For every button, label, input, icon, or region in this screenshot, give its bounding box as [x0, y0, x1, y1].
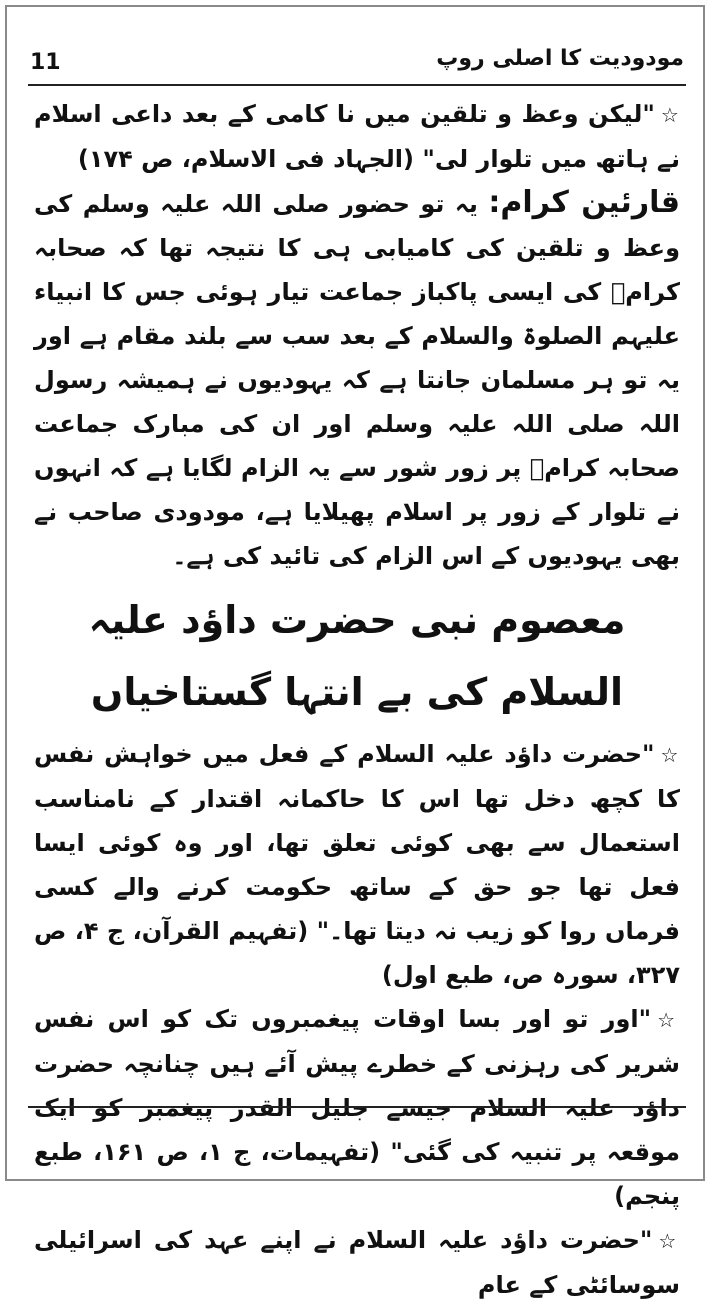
paragraph-quote-4: [34, 1218, 680, 1307]
paragraph-commentary: [34, 181, 680, 578]
star-bullet-icon: ☆: [660, 103, 680, 127]
page-header: [30, 40, 684, 76]
page-body: [34, 92, 680, 1307]
page-number: 11: [30, 50, 61, 75]
paragraph-quote-2: [34, 732, 680, 997]
paragraph-text: "لیکن وعظ و تلقین میں نا کامی کے بعد داعی اسلام نے ہاتھ میں تلوار لی" (الجہاد فی الاسلام، ص ۱۷۴): [34, 100, 680, 173]
paragraph-text: "حضرت داؤد علیہ السلام کے فعل میں خواہش نفس کا کچھ دخل تھا اس کا حاکمانہ اقتدار کے نامناسب استعمال سے بھی کوئی تعلق تھا، اور وہ کوئی ایسا فعل تھا جو حق کے ساتھ حکومت کرنے والے کسی فرماں روا کو زیب نہ دیتا تھا۔" (تفہیم القرآن، ج ۴، ص ۳۲۷، سورہ ص، طبع اول): [34, 740, 680, 989]
paragraph-text: "اور تو اور بسا اوقات پیغمبروں تک کو اس نفس شریر کی رہزنی کے خطرے پیش آئے ہیں چنانچہ حضرت داؤد علیہ السلام جیسے جلیل القدر پیغمبر کو ایک موقعہ پر تنبیہ کی گئی" (تفہیمات، ج ۱، ص ۱۶۱، طبع پنجم): [34, 1005, 680, 1210]
footer-rule: [28, 1106, 686, 1108]
running-title: مودودیت کا اصلی روپ: [436, 46, 684, 71]
star-bullet-icon: ☆: [660, 743, 680, 767]
paragraph-text: "حضرت داؤد علیہ السلام نے اپنے عہد کی اسرائیلی سوسائٹی کے عام: [34, 1226, 680, 1299]
paragraph-text: یہ تو حضور صلی اللہ علیہ وسلم کی وعظ و تلقین کی کامیابی ہی کا نتیجہ تھا کہ صحابہ کرامؓ کی ایسی پاکباز جماعت تیار ہوئی جس کا انبیاء علیہم الصلوۃ والسلام کے بعد سب سے بلند مقام ہے اور یہ تو ہر مسلمان جانتا ہے کہ یہودیوں نے ہمیشہ رسول اللہ صلی اللہ علیہ وسلم اور ان کی مبارک جماعت صحابہ کرامؓ پر زور شور سے یہ الزام لگایا ہے کہ انہوں نے تلوار کے زور پر اسلام پھیلایا ہے، مودودی صاحب نے بھی یہودیوں کے اس الزام کی تائید کی ہے۔: [34, 190, 680, 570]
star-bullet-icon: ☆: [658, 1229, 680, 1253]
star-bullet-icon: ☆: [657, 1008, 680, 1032]
section-heading: معصوم نبی حضرت داؤد علیہ السلام کی بے انتہا گستاخیاں: [88, 598, 626, 714]
paragraph-quote-1: [34, 92, 680, 181]
lead-term: قارئین کرام:: [488, 185, 680, 220]
header-rule: [28, 84, 686, 86]
